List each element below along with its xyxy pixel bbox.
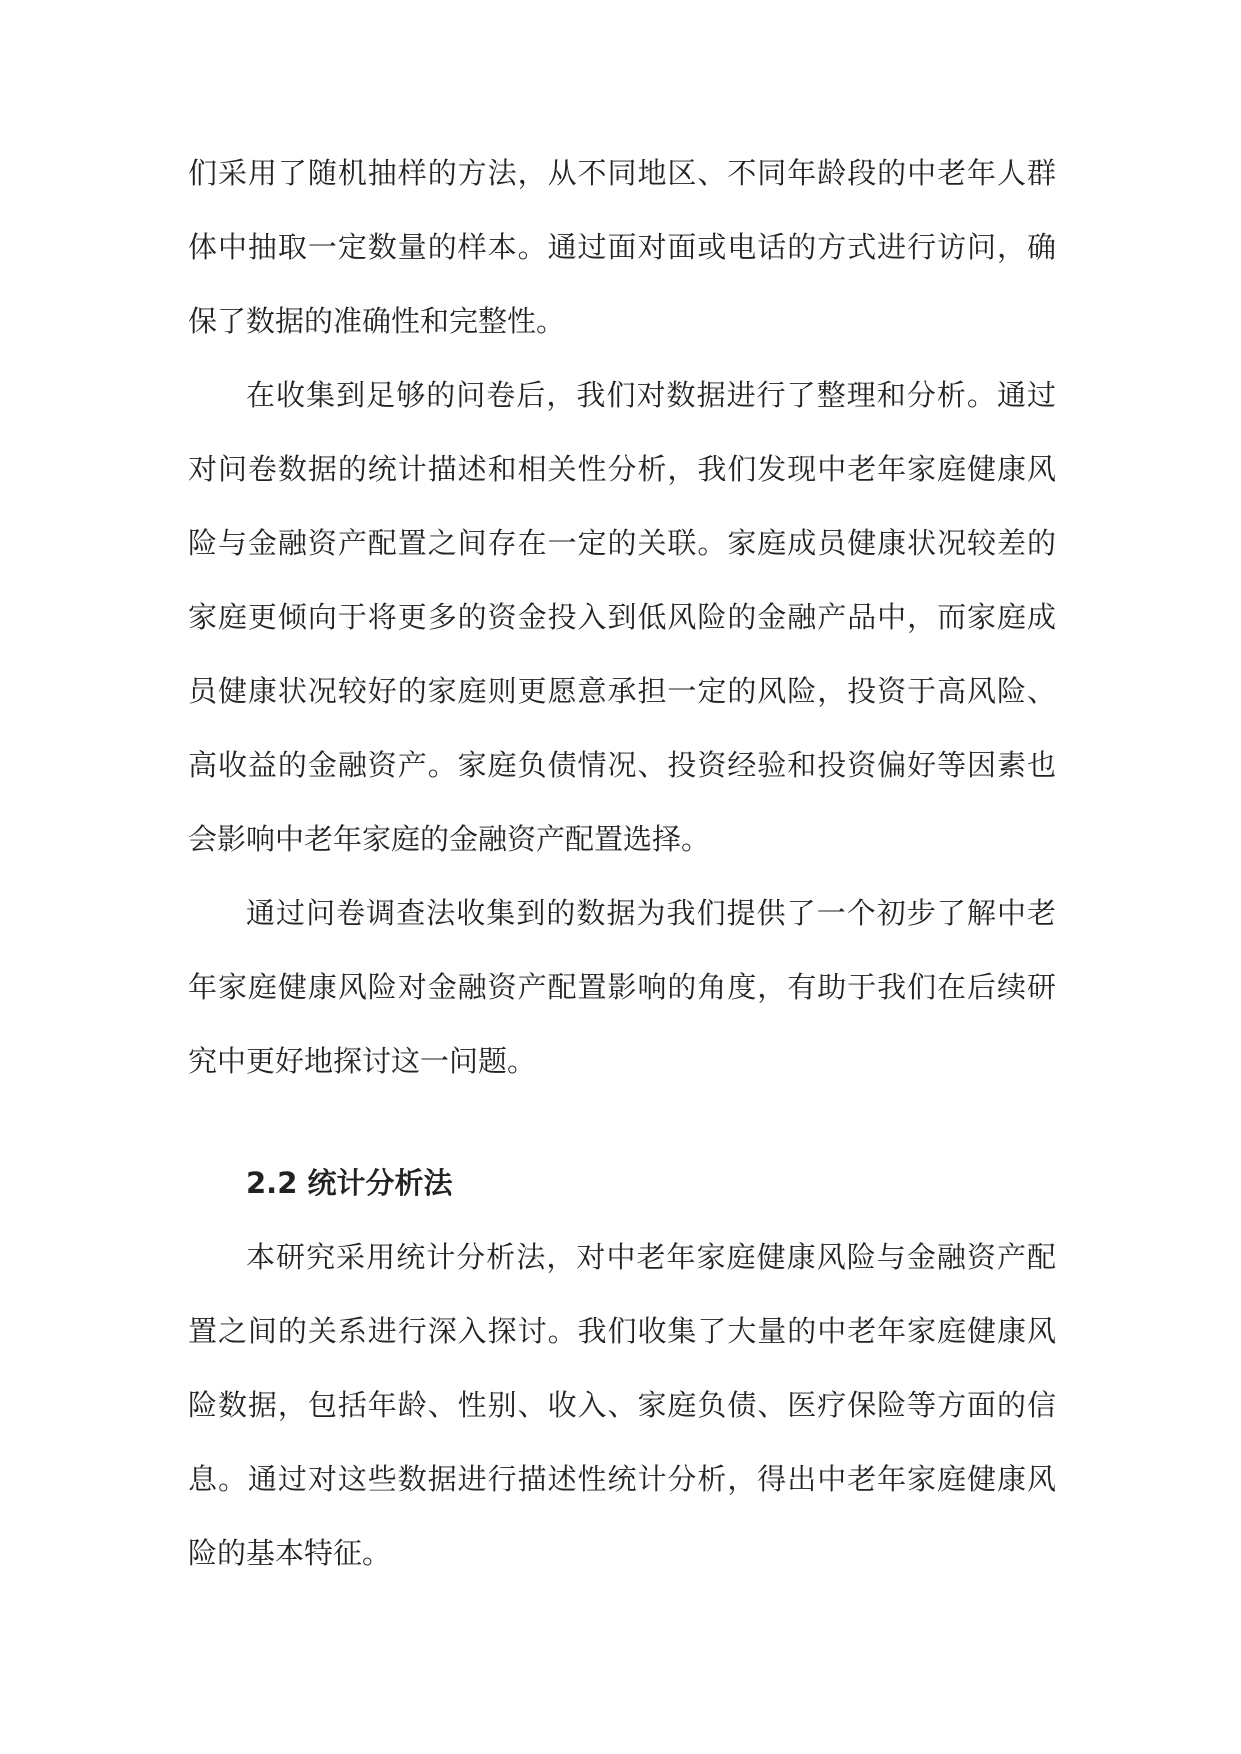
paragraph-statistical-method: 本研究采用统计分析法，对中老年家庭健康风险与金融资产配置之间的关系进行深入探讨。我们收集了大量的中老年家庭健康风险数据，包括年龄、性别、收入、家庭负债、医疗保险等方面的信息。通过对这些数据进行描述性统计分析，得出中老年家庭健康风险的基本特征。 (188, 1240, 1056, 1570)
paragraph-analysis: 在收集到足够的问卷后，我们对数据进行了整理和分析。通过对问卷数据的统计描述和相关性分析，我们发现中老年家庭健康风险与金融资产配置之间存在一定的关联。家庭成员健康状况较差的家庭更倾向于将更多的资金投入到低风险的金融产品中，而家庭成员健康状况较好的家庭则更愿意承担一定的风险，投资于高风险、高收益的金融资产。家庭负债情况、投资经验和投资偏好等因素也会影响中老年家庭的金融资产配置选择。 (188, 378, 1056, 856)
section-heading: 2.2 统计分析法 (246, 1166, 453, 1200)
paragraph-summary: 通过问卷调查法收集到的数据为我们提供了一个初步了解中老年家庭健康风险对金融资产配置影响的角度，有助于我们在后续研究中更好地探讨这一问题。 (188, 896, 1056, 1078)
paragraph-continued: 们采用了随机抽样的方法，从不同地区、不同年龄段的中老年人群体中抽取一定数量的样本。通过面对面或电话的方式进行访问，确保了数据的准确性和完整性。 (188, 156, 1056, 338)
